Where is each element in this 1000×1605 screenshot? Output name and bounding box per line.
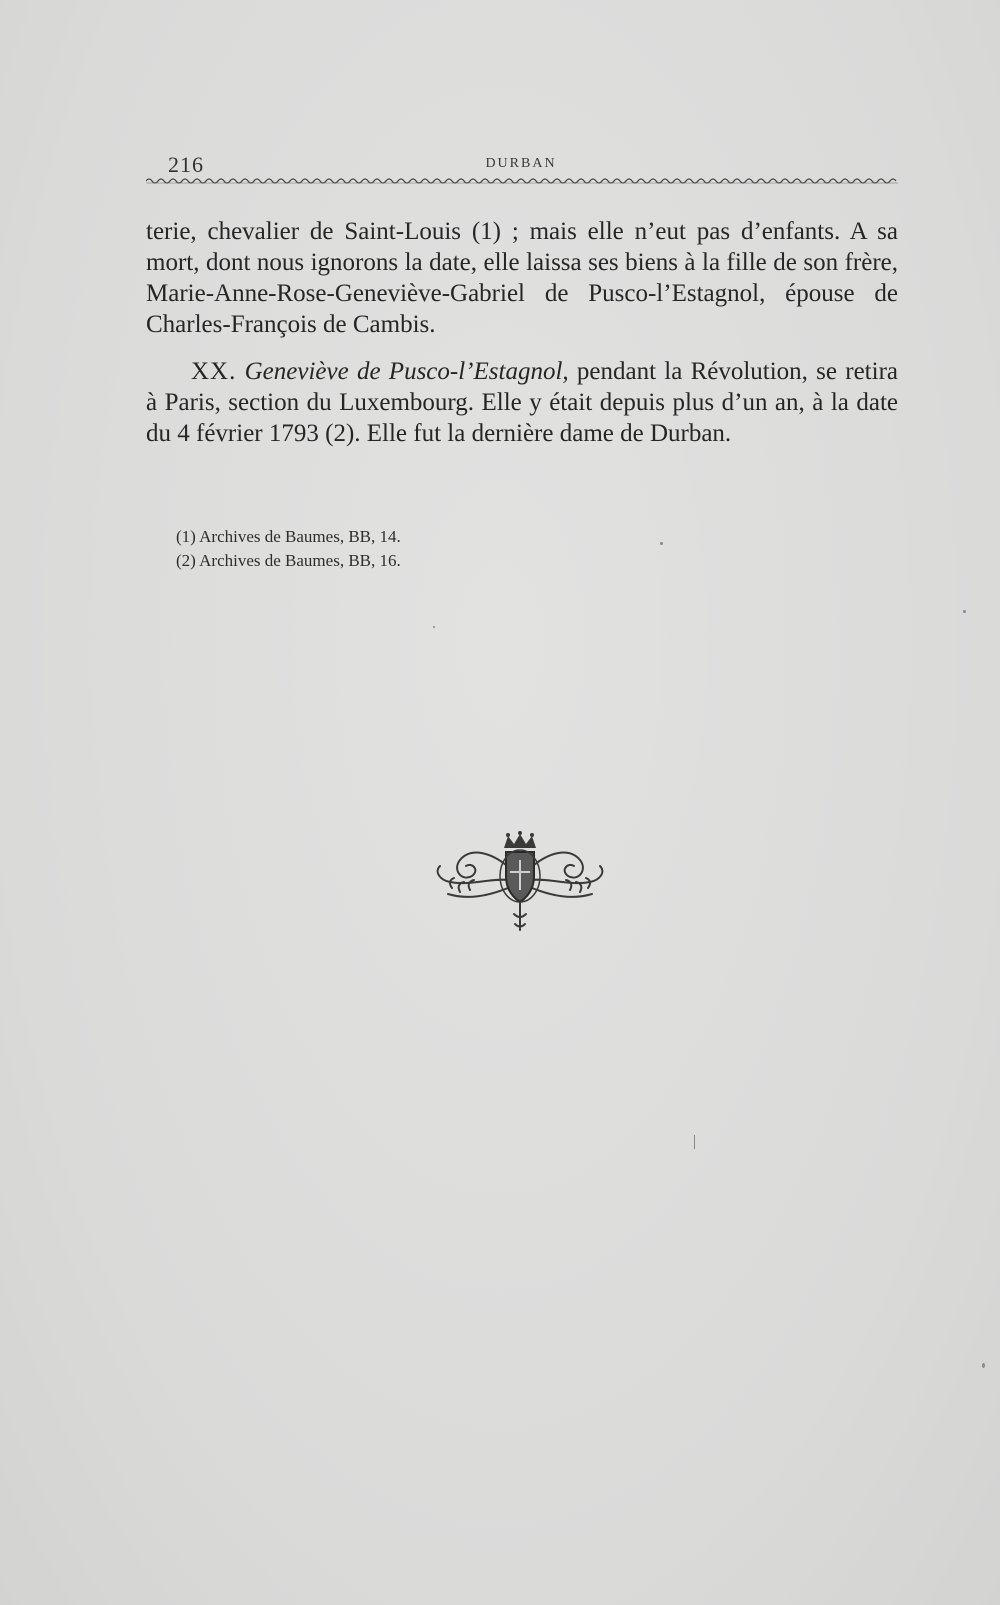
paper-speck	[982, 1363, 985, 1368]
paragraph-2-text: pendant la Révolution, se retira à Paris, section du Luxembourg. Elle y était depuis plus d’un an, à la date du 4 février 1793 (2). Elle fut la dernière dame de Durban.	[146, 358, 898, 447]
paper-speck	[694, 1135, 695, 1149]
wavy-header-rule	[146, 172, 898, 186]
footnote-2: (2) Archives de Baumes, BB, 16.	[176, 551, 401, 570]
page-number: 216	[168, 152, 204, 177]
running-title: DURBAN	[485, 156, 557, 171]
paper-speck	[660, 542, 663, 545]
footnote-1: (1) Archives de Baumes, BB, 14.	[176, 527, 401, 546]
paper-speck	[433, 626, 435, 628]
person-name: Geneviève de Pusco-l’Estagnol,	[244, 358, 569, 385]
section-number: XX.	[191, 358, 237, 385]
paragraph-2	[146, 356, 898, 449]
paragraph-1: terie, chevalier de Saint-Louis (1) ; mais elle n’eut pas d’enfants. A sa mort, dont nous ignorons la date, elle laissa ses biens à la fille de son frère, Marie-Anne-Rose-Geneviève-Gabriel de Pusco-l’Estagnol, épouse de Charles-François de Cambis.	[146, 218, 898, 338]
heraldic-crest-ornament-icon	[430, 830, 610, 940]
body-text	[146, 216, 898, 449]
footnotes	[176, 525, 676, 573]
paper-speck	[963, 610, 966, 613]
